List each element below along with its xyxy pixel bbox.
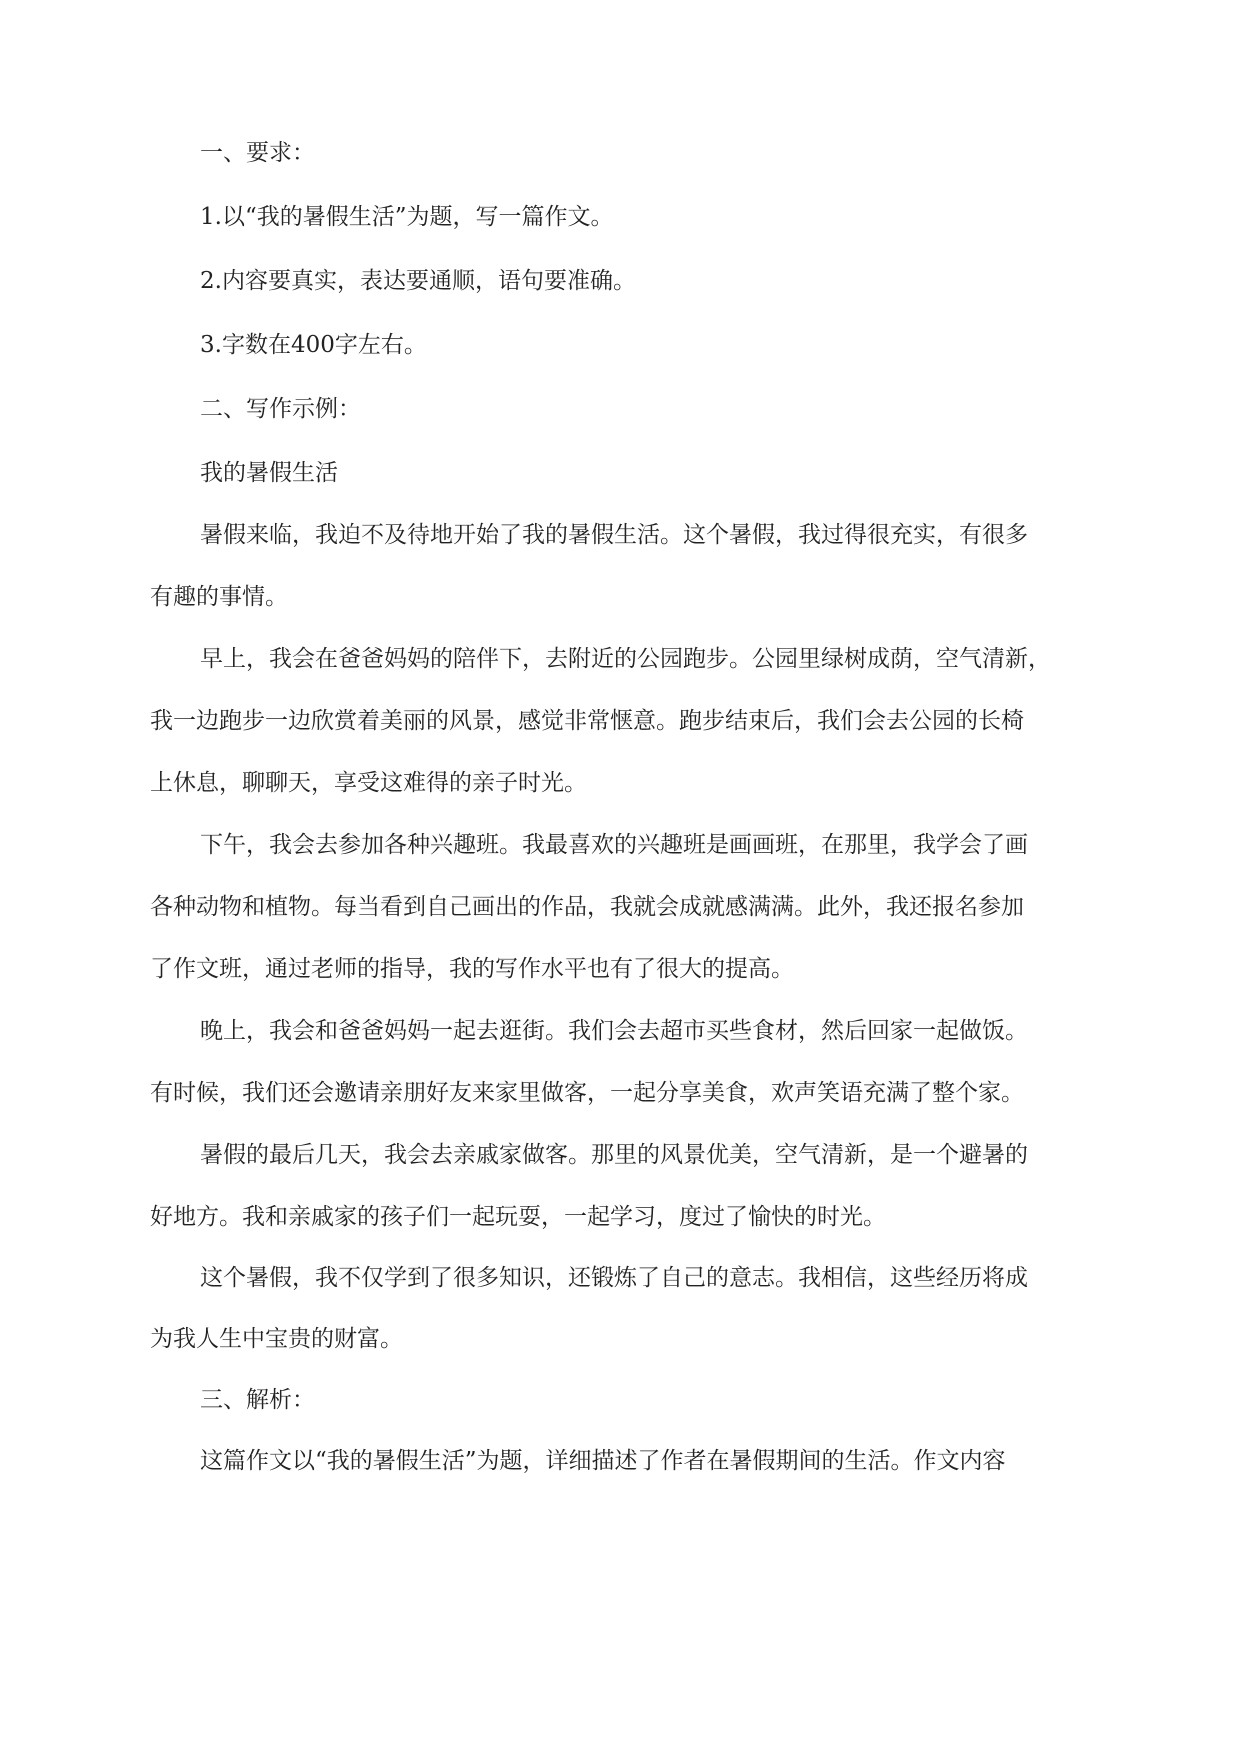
- essay-title: 我的暑假生活: [200, 460, 338, 486]
- analysis-paragraph: [150, 1440, 1096, 1482]
- essay-paragraph-1: [150, 514, 1096, 618]
- paragraph-line: 这个暑假，我不仅学到了很多知识，还锻炼了自己的意志。我相信，这些经历将成: [200, 1265, 1028, 1291]
- paragraph-line: 了作文班，通过老师的指导，我的写作水平也有了很大的提高。: [150, 956, 794, 982]
- paragraph-line: 晚上，我会和爸爸妈妈一起去逛街。我们会去超市买些食材，然后回家一起做饭。: [200, 1018, 1028, 1044]
- essay-paragraph-4: [150, 1010, 1096, 1114]
- paragraph-line: 暑假来临，我迫不及待地开始了我的暑假生活。这个暑假，我过得很充实，有很多: [200, 522, 1028, 548]
- section-heading-example: 二、写作示例：: [200, 396, 361, 422]
- paragraph-line: 我一边跑步一边欣赏着美丽的风景，感觉非常惬意。跑步结束后，我们会去公园的长椅: [150, 708, 1024, 734]
- essay-paragraph-3: [150, 824, 1096, 990]
- requirement-3: 3.字数在400字左右。: [200, 332, 427, 358]
- section-heading-analysis: 三、解析：: [200, 1387, 315, 1413]
- essay-paragraph-2: [150, 638, 1096, 804]
- paragraph-line: 这篇作文以“我的暑假生活”为题，详细描述了作者在暑假期间的生活。作文内容: [200, 1448, 1006, 1474]
- paragraph-line: 好地方。我和亲戚家的孩子们一起玩耍，一起学习，度过了愉快的时光。: [150, 1204, 886, 1230]
- paragraph-line: 有趣的事情。: [150, 584, 288, 610]
- paragraph-line: 早上，我会在爸爸妈妈的陪伴下，去附近的公园跑步。公园里绿树成荫，空气清新，: [200, 646, 1051, 672]
- essay-paragraph-6: [150, 1257, 1096, 1360]
- section-heading-requirements: 一、要求：: [200, 140, 315, 166]
- requirement-1: 1.以“我的暑假生活”为题，写一篇作文。: [200, 204, 614, 230]
- paragraph-line: 下午，我会去参加各种兴趣班。我最喜欢的兴趣班是画画班，在那里，我学会了画: [200, 832, 1028, 858]
- requirement-2: 2.内容要真实，表达要通顺，语句要准确。: [200, 268, 636, 294]
- document-page: [150, 132, 1096, 1482]
- paragraph-line: 暑假的最后几天，我会去亲戚家做客。那里的风景优美，空气清新，是一个避暑的: [200, 1142, 1028, 1168]
- paragraph-line: 上休息，聊聊天，享受这难得的亲子时光。: [150, 770, 587, 796]
- paragraph-line: 有时候，我们还会邀请亲朋好友来家里做客，一起分享美食，欢声笑语充满了整个家。: [150, 1080, 1024, 1106]
- essay-paragraph-5: [150, 1134, 1096, 1238]
- paragraph-line: 为我人生中宝贵的财富。: [150, 1326, 403, 1352]
- paragraph-line: 各种动物和植物。每当看到自己画出的作品，我就会成就感满满。此外，我还报名参加: [150, 894, 1024, 920]
